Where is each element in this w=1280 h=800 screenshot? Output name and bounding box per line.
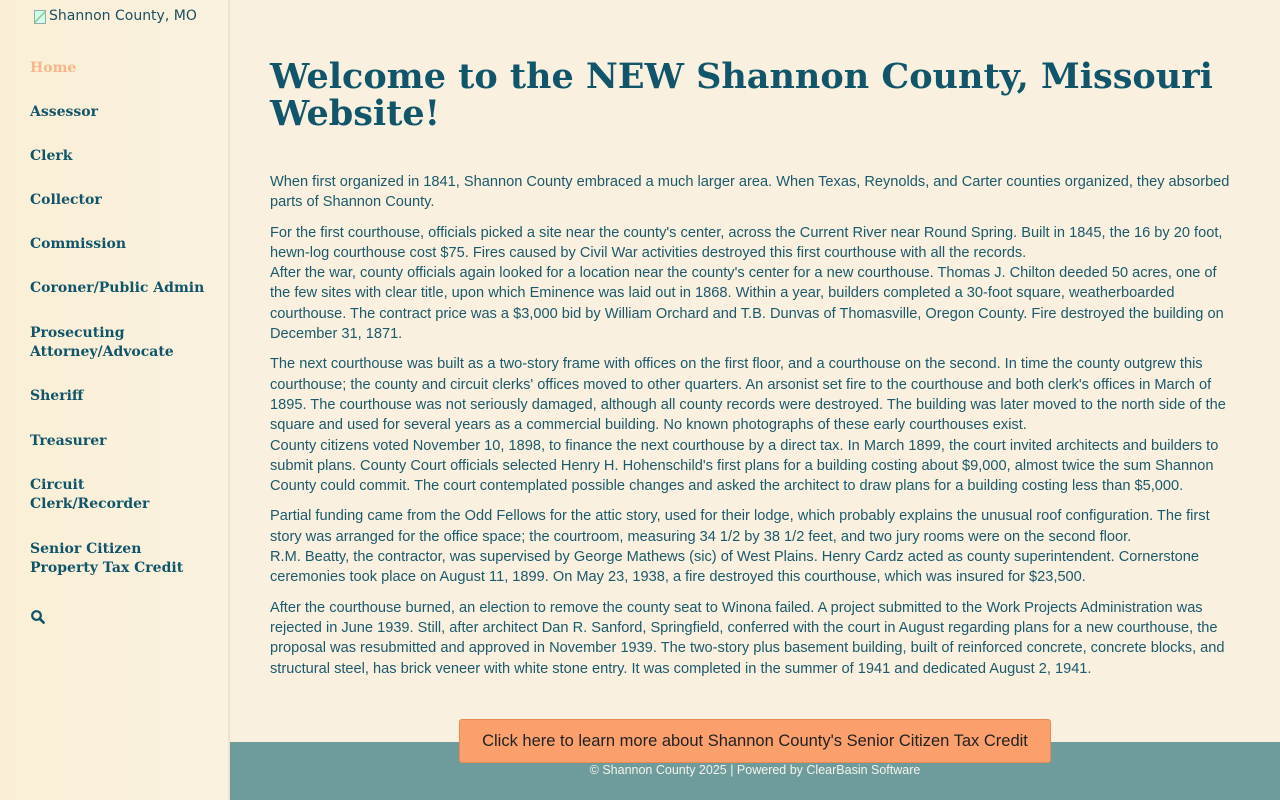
nav-item-collector[interactable]: Collector xyxy=(30,192,102,208)
nav-item-label-line2: Attorney/Advocate xyxy=(30,344,174,360)
nav-item-commission[interactable]: Commission xyxy=(30,236,127,252)
nav-item-circuit-clerk[interactable] xyxy=(30,476,215,514)
nav-item-prosecuting-attorney[interactable] xyxy=(30,324,215,362)
footer-copyright-text: © Shannon County 2025 | Powered by ClearBasin Software xyxy=(589,763,921,777)
nav-item-coroner[interactable]: Coroner/Public Admin xyxy=(30,280,205,296)
nav-item-assessor[interactable]: Assessor xyxy=(30,104,99,120)
nav-item-clerk[interactable]: Clerk xyxy=(30,148,73,164)
nav-item-label-line1: Prosecuting xyxy=(30,325,125,341)
paragraph: Partial funding came from the Odd Fellows for the attic story, used for their lodge, which probably explains the unusual roof configuration. The first story was arranged for the office space; the courtroom, measuring 34 1/2 by 38 1/2 feet, and two jury rooms were on the second floor. xyxy=(270,508,1210,545)
sidebar xyxy=(0,0,230,800)
paragraph: After the war, county officials again looked for a location near the county's center for a new courthouse. Thomas J. Chilton deeded 50 acres, one of the few sites with clear title, upon which Eminence was laid out in 1868. Within a year, builders completed a 30-foot square, weatherboarded courthouse. The contract price was a $3,000 bid by William Orchard and T.B. Dunvas of Thomasville, Oregon County. Fire destroyed the building on December 31, 1871. xyxy=(270,265,1224,343)
paragraph: After the courthouse burned, an election to remove the county seat to Winona failed. A project submitted to the Work Projects Administration was rejected in June 1939. Still, after architect Dan R. Sanford, Springfield, conferred with the court in August regarding plans for a new courthouse, the proposal was resubmitted and approved in November 1939. The two-story plus basement building, built of reinforced concrete, concrete blocks, and structural steel, has brick veneer with white stone entry. It was completed in the summer of 1941 and dedicated August 2, 1941. xyxy=(270,599,1225,677)
paragraph: When first organized in 1841, Shannon County embraced a much larger area. When Texas, Reynolds, and Carter counties organized, they absorbed parts of Shannon County. xyxy=(270,174,1230,211)
nav-item-home[interactable]: Home xyxy=(30,60,77,76)
site-logo[interactable] xyxy=(34,8,204,24)
paragraph: For the first courthouse, officials picked a site near the county's center, across the Current River near Round Spring. Built in 1845, the 16 by 20 foot, hewn-log courthouse cost $75. Fires caused by Civil War activities destroyed this first courthouse with all the records. xyxy=(270,224,1223,261)
nav-item-treasurer[interactable]: Treasurer xyxy=(30,433,107,449)
footer-copyright xyxy=(230,763,1080,777)
nav-item-label-line2: Property Tax Credit xyxy=(30,560,184,576)
paragraph: County citizens voted November 10, 1898, to finance the next courthouse by a direct tax. In March 1899, the court invited architects and builders to submit plans. County Court officials selected Henry H. Hohenschild's first plans for a building costing about $9,000, almost twice the sum Shannon County could commit. The court contemplated possible changes and asked the architect to draw plans for a building costing less than $5,000. xyxy=(270,437,1219,495)
nav-item-label-line1: Circuit xyxy=(30,477,85,493)
page-title: Welcome to the NEW Shannon County, Missouri Website! xyxy=(270,56,1213,134)
nav-item-senior-citizen[interactable] xyxy=(30,540,215,578)
nav-item-label-line2: Clerk/Recorder xyxy=(30,496,150,512)
article-body xyxy=(270,172,1238,679)
nav-item-label-line1: Senior Citizen xyxy=(30,541,142,557)
paragraph: R.M. Beatty, the contractor, was supervised by George Mathews (sic) of West Plains. Henry Cardz acted as county superintendent. Cornerstone ceremonies took place on August 11, 1899. On May 23, 1938, a fire destroyed this courthouse, which was insured for $23,500. xyxy=(270,549,1200,586)
broken-image-icon xyxy=(34,10,46,24)
paragraph: The next courthouse was built as a two-story frame with offices on the first floor, and a courthouse on the second. In time the county outgrew this courthouse; the county and circuit clerks' offices moved to other quarters. An arsonist set fire to the courthouse and both clerk's offices in March of 1895. The courthouse was not seriously damaged, although all county records were destroyed. The building was later moved to the north side of the square and used for several years as a commercial building. No known photographs of these early courthouses exist. xyxy=(270,356,1226,434)
senior-tax-credit-button[interactable]: Click here to learn more about Shannon County's Senior Citizen Tax Credit xyxy=(459,719,1051,763)
search-icon[interactable] xyxy=(30,609,46,625)
logo-alt-text: Shannon County, MO xyxy=(49,8,197,24)
nav-item-sheriff[interactable]: Sheriff xyxy=(30,388,84,404)
